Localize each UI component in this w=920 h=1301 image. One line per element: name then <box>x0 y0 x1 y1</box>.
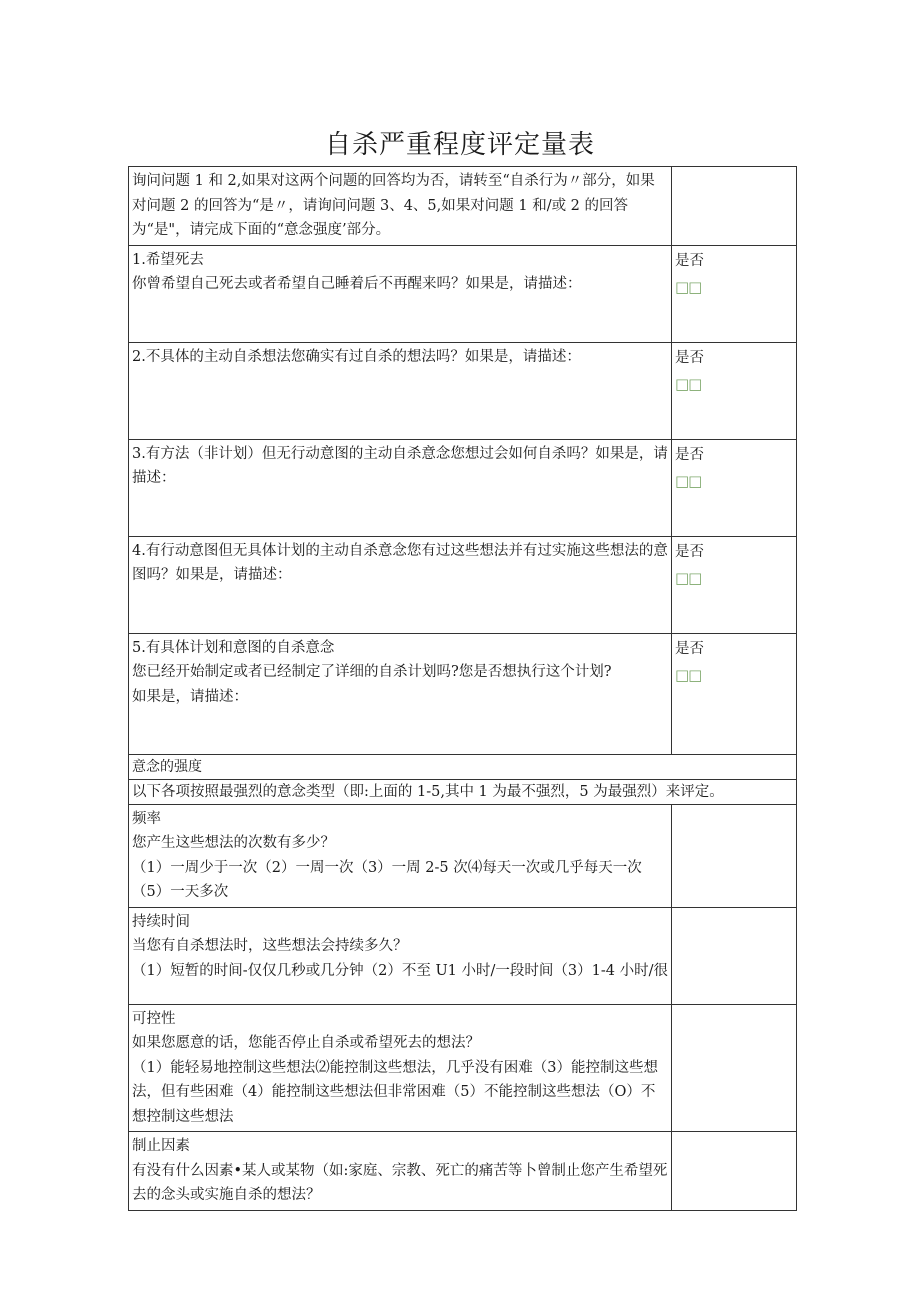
intro-answer-cell[interactable] <box>672 167 797 246</box>
intensity-item-row <box>129 907 797 1004</box>
item-answer-cell[interactable] <box>672 1004 797 1132</box>
yes-no-label: 是否 <box>675 252 704 269</box>
yes-no-label: 是否 <box>675 640 704 657</box>
yes-no-checkboxes[interactable]: □□ <box>675 665 702 684</box>
item-answer-cell[interactable] <box>672 1132 797 1211</box>
question-line: 3.有方法（非计划）但无行动意图的主动自杀意念您想过会如何自杀吗？如果是，请描述： <box>132 445 668 486</box>
intensity-item-row <box>129 804 797 907</box>
yes-no-label: 是否 <box>675 349 704 366</box>
intensity-item-row <box>129 1004 797 1132</box>
yes-no-checkboxes[interactable]: □□ <box>675 277 702 296</box>
yes-no-cell <box>672 536 797 633</box>
intro-text: 询问问题 1 和 2,如果对这两个问题的回答均为否，请转至“自杀行为〃部分，如果对问题 2 的回答为“是〃，请询问问题 3、4、5,如果对问题 1 和/或 2 的回答为“是"，请完成下面的“意念强度’部分。 <box>129 167 672 246</box>
question-line: 2.不具体的主动自杀想法您确实有过自杀的想法吗？如果是，请描述： <box>132 348 581 365</box>
question-row <box>129 536 797 633</box>
intensity-header: 意念的强度 <box>129 754 797 779</box>
intensity-item-text <box>129 1132 672 1211</box>
question-row <box>129 439 797 536</box>
intro-row <box>129 167 797 246</box>
item-answer-cell[interactable] <box>672 907 797 1004</box>
question-text <box>129 245 672 342</box>
question-line: 5.有具体计划和意图的自杀意念 <box>132 639 335 656</box>
question-line: 1.希望死去 <box>132 251 204 268</box>
item-title: 持续时间 <box>132 913 190 930</box>
yes-no-cell <box>672 633 797 754</box>
question-text <box>129 633 672 754</box>
item-title: 可控性 <box>132 1010 176 1027</box>
question-line: 你曾希望自己死去或者希望自己睡着后不再醒来吗？如果是，请描述： <box>132 276 582 292</box>
intensity-item-row <box>129 1132 797 1211</box>
yes-no-checkboxes[interactable]: □□ <box>675 471 702 490</box>
intensity-instruction: 以下各项按照最强烈的意念类型（即:上面的 1-5,其中 1 为最不强烈，5 为最强烈）来评定。 <box>129 779 797 804</box>
question-row <box>129 245 797 342</box>
question-line: 4.有行动意图但无具体计划的主动自杀意念您有过这些想法并有过实施这些想法的意图吗？如果是，请描述： <box>132 542 668 583</box>
item-options: （1）短暂的时间-仅仅几秒或几分钟（2）不至 U1 小时/一段时间（3）1-4 小时/很 <box>132 962 668 979</box>
yes-no-cell <box>672 439 797 536</box>
yes-no-checkboxes[interactable]: □□ <box>675 568 702 587</box>
intensity-item-text <box>129 804 672 907</box>
item-question: 如果您愿意的话，您能否停止自杀或希望死去的想法？ <box>132 1035 480 1051</box>
question-row <box>129 633 797 754</box>
question-line: 您已经开始制定或者已经制定了详细的自杀计划吗?您是否想执行这个计划? <box>132 664 612 680</box>
intensity-item-text <box>129 1004 672 1132</box>
instruction-row <box>129 779 797 804</box>
question-text <box>129 439 672 536</box>
yes-no-cell <box>672 342 797 439</box>
question-row <box>129 342 797 439</box>
yes-no-label: 是否 <box>675 543 704 560</box>
item-title: 制止因素 <box>132 1138 190 1154</box>
item-options: （1）一周少于一次（2）一周一次（3）一周 2-5 次⑷每天一次或几乎每天一次（5）一天多次 <box>132 859 642 900</box>
item-question: 当您有自杀想法时，这些想法会持续多久？ <box>132 938 408 954</box>
question-text <box>129 536 672 633</box>
intensity-item-text <box>129 907 672 1004</box>
page-title: 自杀严重程度评定量表 <box>324 130 595 160</box>
item-question: 有没有什么因素•某人或某物（如:家庭、宗教、死亡的痛苦等卜曾制止您产生希望死去的念头或实施自杀的想法？ <box>132 1162 668 1203</box>
intensity-header-row <box>129 754 797 779</box>
item-options: （1）能轻易地控制这些想法⑵能控制这些想法，几乎没有困难（3）能控制这些想法，但有些困难（4）能控制这些想法但非常困难（5）不能控制这些想法（O）不想控制这些想法 <box>132 1059 658 1125</box>
yes-no-label: 是否 <box>675 446 704 463</box>
question-line: 如果是，请描述： <box>132 688 248 705</box>
item-answer-cell[interactable] <box>672 804 797 907</box>
item-title: 频率 <box>132 810 161 827</box>
question-text <box>129 342 672 439</box>
assessment-table <box>128 166 797 1211</box>
yes-no-cell <box>672 245 797 342</box>
yes-no-checkboxes[interactable]: □□ <box>675 374 702 393</box>
item-question: 您产生这些想法的次数有多少？ <box>132 835 335 851</box>
